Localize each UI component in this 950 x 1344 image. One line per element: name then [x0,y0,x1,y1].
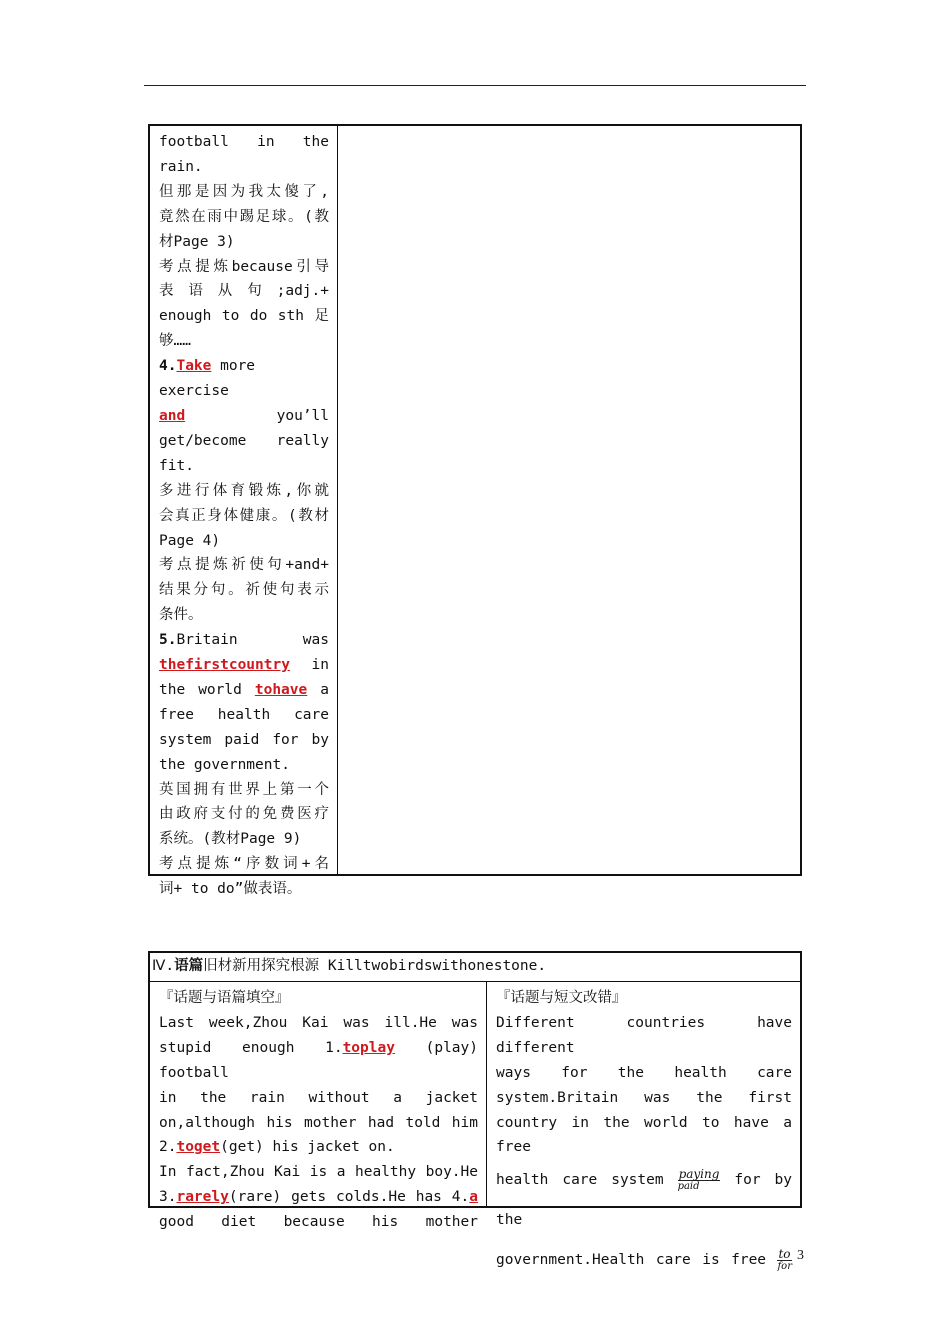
passage-table [148,951,802,1272]
fill-in-column [150,982,487,1231]
item-5-line-2 [159,653,329,678]
line: 材Page 3) [159,233,235,250]
answer-blank: rarely [176,1189,229,1206]
line: free health care [159,706,329,723]
text: 3. [159,1189,177,1206]
section-title-text: 旧材新用探究根源 Killtwobirdswithonestone. [203,958,547,974]
line: the government. [159,756,290,773]
page-number: 3 [797,1248,804,1263]
sentence-table [148,124,802,898]
text: (play) football [159,1039,478,1081]
answer-blank: toget [176,1139,221,1156]
line: 考点提炼“序数词+名 [159,856,329,873]
line: Different countries have different [496,1014,792,1056]
line: get/become really [159,432,329,449]
line: in the rain without a jacket [159,1089,478,1106]
correction-old: paid [677,1180,700,1192]
correction-old: for [777,1260,792,1272]
line: rain. [159,158,203,175]
line: on,although his mother had told him [159,1114,478,1131]
line: system paid for by [159,731,329,748]
line [159,1036,478,1086]
column-heading: 『话题与语篇填空』 [159,990,290,1006]
line: 会真正身体健康。(教材 [159,507,329,524]
line: 英国拥有世界上第一个 [159,781,329,798]
answer-blank: a [469,1189,478,1206]
item-number: 4. [159,358,177,375]
text: (get) his jacket on. [220,1139,395,1156]
answer-blank: Take [176,358,212,375]
line: 考点提炼祈使句+and+ [159,557,329,574]
line: good diet because his mother [159,1214,478,1231]
line [496,1240,792,1280]
line: ways for the health care [496,1064,792,1081]
column-heading: 『话题与短文改错』 [496,990,627,1006]
answer-blank: and [159,407,186,424]
sentence-column [150,126,338,898]
text: the world [159,681,255,698]
line: 词+ to do”做表语。 [159,881,302,898]
text: in [311,657,329,674]
line: system.Britain was the first [496,1089,792,1106]
section-number: Ⅳ. [152,958,175,974]
line: 结果分句。祈使句表示 [159,582,329,599]
correction-mark [777,1246,792,1272]
item-5-line-1 [159,628,329,653]
line: football in the [159,134,329,150]
item-5-line-3 [159,678,329,703]
line: enough to do sth 足 [159,308,329,325]
line: 条件。 [159,607,203,624]
text: for by the [496,1172,793,1229]
line: 由政府支付的免费医疗 [159,806,329,823]
section-title-bold: 语篇 [174,958,204,974]
line: Page 4) [159,532,221,549]
line: fit. [159,457,194,474]
item-4-line-1 [159,354,329,404]
line: 系统。(教材Page 9) [159,831,302,848]
line [159,1185,478,1210]
text: (rare) gets colds.He has 4. [228,1189,470,1206]
line: 够…… [159,333,191,350]
line: 但那是因为我太傻了, [159,183,329,200]
text: a [307,681,329,698]
text: government.Health care is free [496,1252,778,1269]
line: country in the world to have a free [496,1114,792,1156]
header-rule [144,85,806,86]
correction-mark [677,1166,721,1192]
text: stupid enough 1. [159,1039,343,1056]
correction-new: to [778,1246,791,1261]
line: 竟然在雨中踢足球。(教 [159,208,329,225]
answer-blank: thefirstcountry [159,657,290,674]
correction-new: paying [678,1166,720,1181]
line: 考点提炼because引导 [159,258,329,275]
item-number: 5. [159,632,177,649]
text: 2. [159,1139,177,1156]
text: health care system [496,1172,678,1189]
text: you’ll [276,407,329,424]
line: 多进行体育锻炼,你就 [159,482,329,499]
text: Britain was [176,632,329,649]
text: more exercise [159,358,256,400]
line: Last week,Zhou Kai was ill.He was [159,1014,478,1031]
item-4-line-2 [159,404,329,429]
line: 表 语 从 句 ;adj.+ [159,283,329,300]
answer-blank: tohave [254,681,308,698]
section-title [150,953,800,982]
answer-blank: toplay [342,1039,395,1056]
correction-column [487,982,800,1272]
line [496,1160,792,1240]
line: In fact,Zhou Kai is a healthy boy.He [159,1164,478,1181]
line [159,1135,478,1160]
